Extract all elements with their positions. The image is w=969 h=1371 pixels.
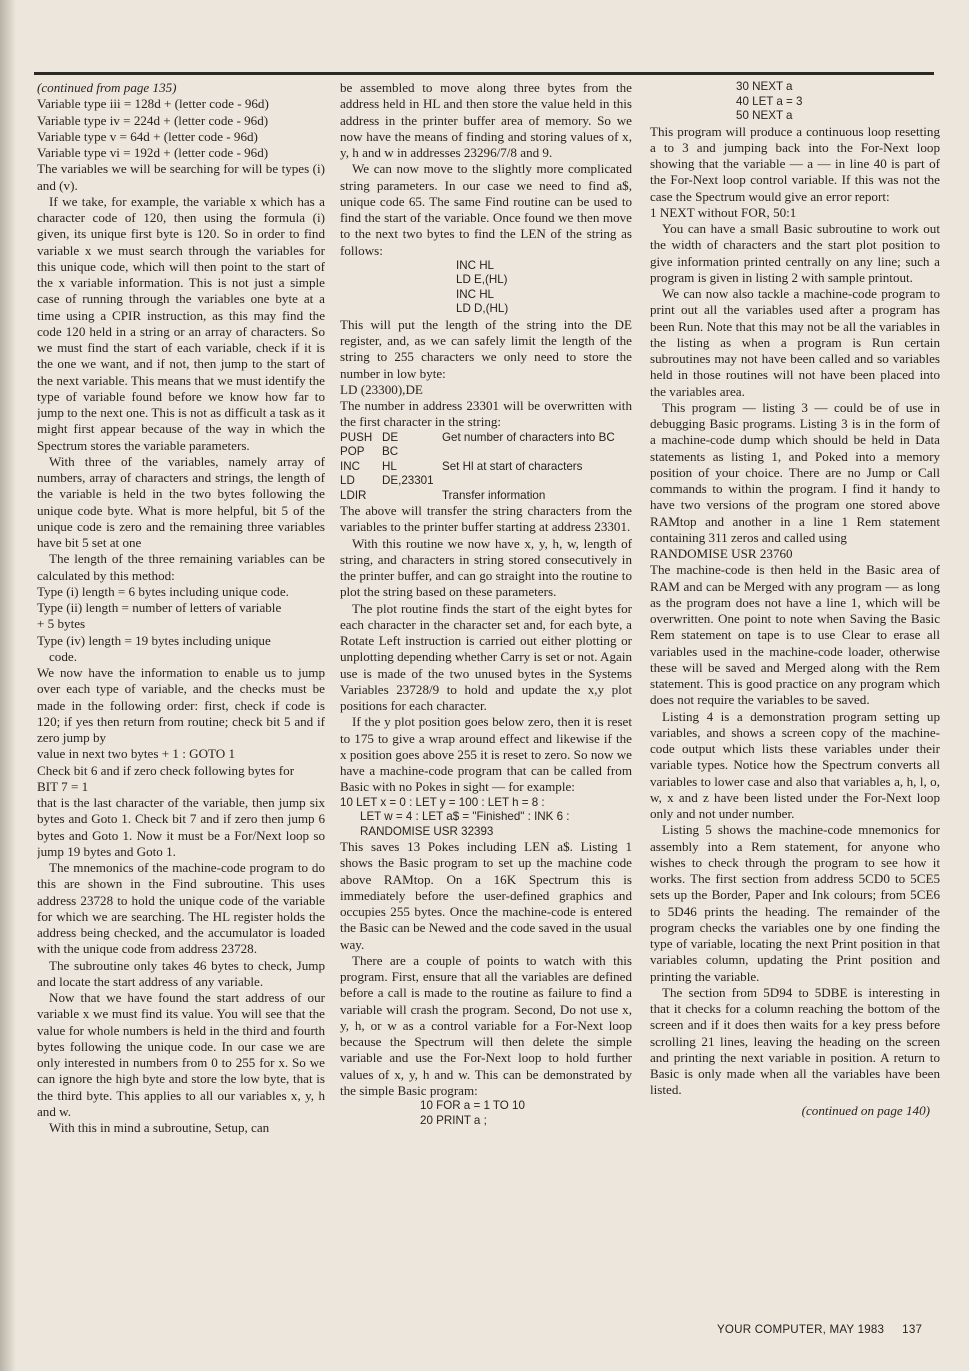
basic-line: 30 NEXT a: [736, 80, 793, 93]
bit7-line: BIT 7 = 1: [37, 778, 89, 794]
code-line: INC HL: [456, 258, 495, 272]
basic-line: LET w = 4 : LET a$ = "Finished" : INK 6 :: [360, 810, 570, 823]
paragraph: The variables we will be searching for will be types (i) and (v).: [37, 161, 325, 193]
basic-program: [340, 1099, 632, 1128]
asm-arg: DE: [382, 430, 399, 444]
paragraph: You can have a small Basic subroutine to work out the width of characters and the start plot position to give information printed centrally on any line; such a program is given in listing 2 with sample printout.: [650, 221, 940, 285]
basic-line: 40 LET a = 3: [736, 94, 803, 108]
type-formula-iii: Variable type iii = 128d + (letter code - 96d): [37, 96, 269, 112]
column-3: [650, 80, 940, 1119]
column-2: [340, 80, 632, 1128]
paragraph: This will put the length of the string into the DE register, and, as we can safely limit the length of the string to 255 characters we only need to store the number in low byte:: [340, 316, 632, 381]
asm-row: [340, 460, 632, 475]
paragraph: The machine-code is then held in the Basic area of RAM and can be Merged with any program — as long as the program does not have a line 1, which will be overwritten. One point to note when Saving the Basic Rem statement on tape is to use Clear to erase all variables used in the machine-code loader, otherwise these will be saved and Merged along with the Rem statement. This is good practice on any program which does not require the variables to be saved.: [650, 562, 940, 708]
type-formula-vi: Variable type vi = 192d + (letter code - 96d): [37, 145, 269, 160]
paragraph: If the y plot position goes below zero, then it is reset to 175 to give a wrap around effect and likewise if the x position goes above 255 it is reset to zero. So now we have a machine-code program that can be called from Basic with no Pokes in sight — for example:: [340, 714, 632, 795]
paragraph: With this in mind a subroutine, Setup, can: [49, 1120, 270, 1135]
paragraph: The number in address 23301 will be overwritten with the first character in the string:: [340, 398, 632, 430]
paragraph: This program — listing 3 — could be of use in debugging Basic programs. Listing 3 is in the form of a machine-code dump which should be held in Data statements as listing 1, and Poked into a memory position of your choice. There are no Jump or Call commands to within the program. I find it handy to have two versions of the program one stored above RAMtop and another in a line 1 Rem statement containing 311 zeros and called using: [650, 399, 940, 545]
asm-comment: [442, 474, 632, 489]
paragraph: If we take, for example, the variable x which has a character code of 120, then using the formula (i) given, its unique first byte is 120. So in order to find variable x we must search through the variables for this unique code, which will then point to the start of the x variable information. This is not just a simple case of running through the variables one byte at a time using a CPIR instruction, as this may find the code 120 held in a string or an array of characters. So we must find the start of each variable, check if it is the one we want, and if not, then jump to the start of the next variable. This means that we must identify the type of variable found before we know how far to jump to the next one. This is not as difficult a task as it might first appear because of the way in which the Spectrum stores the variable parameters.: [37, 193, 325, 453]
error-report: 1 NEXT without FOR, 50:1: [650, 204, 797, 220]
paragraph: We can now also tackle a machine-code program to print out all the variables used after a program has been Run. Note that this may not be all the variables in the listing as when a program is Run certain subroutines may not have been called and so variables held in those routines will not have been placed into the variables area.: [650, 286, 940, 399]
basic-example: [340, 796, 632, 840]
asm-op: LD: [340, 474, 355, 487]
basic-line: 20 PRINT a ;: [420, 1113, 487, 1127]
paragraph: This saves 13 Pokes including LEN a$. Listing 1 shows the Basic program to set up the machine code above RAMtop. On a 16K Spectrum this is immediately before the user-defined graphics and occupies 255 bytes. Once the machine-code is entered the Basic can be Newed and the code saved in the usual way.: [340, 839, 632, 952]
asm-arg: DE,23301: [382, 474, 434, 487]
asm-op: LDIR: [340, 488, 367, 502]
asm-arg: HL: [382, 459, 397, 473]
paragraph: With three of the variables, namely array of numbers, array of characters and strings, the length of the variable is held in the two bytes following the unique code byte. What is more helpful, bit 5 of the unique code is zero and the remaining three variables have bit 5 set at one: [37, 453, 325, 550]
page-footer: [717, 1323, 922, 1336]
asm-row: [340, 431, 632, 446]
paragraph: We can now move to the slightly more complicated string parameters. In our case we need to find a$, unique code 65. The same Find routine can be used to find the start of the variable. Once found we then move to the next two bytes to find the LEN of the string as follows:: [340, 161, 632, 258]
basic-line: 10 LET x = 0 : LET y = 100 : LET h = 8 :: [340, 795, 545, 809]
asm-row: [340, 445, 632, 460]
paragraph: Check bit 6 and if zero check following bytes for: [37, 762, 295, 778]
randomise-line: RANDOMISE USR 23760: [650, 546, 793, 561]
paragraph: There are a couple of points to watch with this program. First, ensure that all the variables are defined before a call is made to the routine as failure to find a variable will crash the program. Second, Do not use x, y, h, or w as a control variable for a For-Next loop because the Spectrum will then delete the simple variable and use the For-Next loop to hold further values of x, y, h and w. This can be demonstrated by the simple Basic program:: [340, 952, 632, 1098]
code-line: LD (23300),DE: [340, 381, 423, 397]
paragraph: be assembled to move along three bytes from the address held in HL and then store the value held in this address in the printer buffer area of memory. So we now have the means of finding and storing values of x, y, h and w in addresses 23296/7/8 and 9.: [340, 80, 632, 160]
basic-program-cont: [650, 80, 940, 124]
asm-comment: Set Hl at start of characters: [442, 459, 583, 473]
code-line: INC HL: [456, 287, 495, 301]
length-type-ii: Type (ii) length = number of letters of variable: [37, 600, 282, 615]
paragraph: The above will transfer the string characters from the variables to the printer buffer starting at address 23301.: [340, 503, 632, 535]
asm-op: POP: [340, 445, 365, 458]
asm-op: PUSH: [340, 430, 373, 444]
page-spine-shadow: [0, 0, 16, 1371]
length-type-iv: Type (iv) length = 19 bytes including unique: [37, 632, 271, 648]
paragraph: The plot routine finds the start of the eight bytes for each character in the character set and, for each byte, a Rotate Left instruction is carried out either plotting or unplotting depending whether Carry is set or not. Again use is made of the two unused bytes in the Systems Variables 23728/9 to hold and update the x,y plot positions for each character.: [340, 600, 632, 713]
asm-row: [340, 474, 632, 489]
asm-comment: [442, 445, 632, 460]
assembly-listing: [340, 431, 632, 504]
asm-row: [340, 489, 632, 504]
code-line: LD D,(HL): [456, 302, 509, 316]
continued-from-note: (continued from page 135): [37, 80, 177, 95]
paragraph: This program will produce a continuous loop resetting a to 3 and jumping back into the For-Next loop showing that the variable — a — in line 40 is part of the For-Next loop control variable. If this was not the case the Spectrum would give an error report:: [650, 123, 940, 204]
basic-line: 10 FOR a = 1 TO 10: [420, 1099, 525, 1112]
paragraph: The length of the three remaining variables can be calculated by this method:: [37, 551, 325, 583]
page-number: 137: [902, 1323, 923, 1336]
basic-line: 50 NEXT a: [736, 109, 793, 122]
asm-arg: BC: [382, 445, 399, 458]
paragraph: With this routine we now have x, y, h, w, length of string, and characters in string stored consecutively in the printer buffer, and can go straight into the routine to plot the string based on these parameters.: [340, 535, 632, 600]
code-block: [340, 259, 632, 317]
asm-comment: Transfer information: [442, 488, 546, 502]
type-formula-iv: Variable type iv = 224d + (letter code - 96d): [37, 112, 269, 128]
basic-line: RANDOMISE USR 32393: [360, 824, 494, 838]
paragraph: Listing 5 shows the machine-code mnemonics for assembly into a Rem statement, for anyone who wishes to check through the program to see how it works. The first section from address 5CD0 to 5CE5 sets up the Border, Paper and Ink colours; from 5CE6 to 5D46 prints the heading. The remainder of the program checks the variables one by one finding the type of variable, locating the next Print position in that variables column, updating the Print position and printing the variable.: [650, 822, 940, 984]
paragraph: Listing 4 is a demonstration program setting up variables, and shows a screen copy of the machine-code output which lists these variables under their variable types. Notice how the Spectrum converts all variables to lower case and also that variables a, h, l, o, w, x and z have been listed under the For-Next loop only and not under number.: [650, 708, 940, 821]
length-type-ii-cont: + 5 bytes: [37, 616, 86, 632]
paragraph: We now have the information to enable us to jump over each type of variable, and the checks must be made in the following order: first, check if code is 120; if yes then return from routine; check bit 5 and if zero jump by: [37, 665, 325, 745]
asm-comment: Get number of characters into BC: [442, 430, 615, 444]
code-line: LD E,(HL): [456, 273, 508, 287]
goto-line: value in next two bytes + 1 : GOTO 1: [37, 746, 236, 762]
paragraph: that is the last character of the variable, then jump six bytes and Goto 1. Check bit 7 and if zero then jump 6 bytes and Goto 1. Now it must be a For/Next loop so jump 19 bytes and Goto 1.: [37, 795, 325, 859]
length-type-i: Type (i) length = 6 bytes including unique code.: [37, 583, 289, 599]
length-type-iv-cont: code.: [49, 648, 77, 664]
magazine-issue: YOUR COMPUTER, MAY 1983: [717, 1323, 885, 1336]
column-1: [37, 80, 325, 1136]
paragraph: The subroutine only takes 46 bytes to check, Jump and locate the start address of any variable.: [37, 957, 325, 989]
paragraph: The section from 5D94 to 5DBE is interesting in that it checks for a column reaching the bottom of the screen and if it does then waits for a key press before scrolling 21 lines, leaving the heading on the screen and printing the next variable in position. A return to Basic is only made when all the variables have been listed.: [650, 984, 940, 1098]
paragraph: Now that we have found the start address of our variable x we must find its value. You will see that the value for whole numbers is held in the third and fourth bytes following the unique code. In our case we are only interested in numbers from 0 to 255 for x. So we can ignore the high byte and store the low byte, that is the third byte. This applies to all our variables x, y, h and w.: [37, 990, 325, 1119]
asm-arg: [382, 489, 442, 504]
asm-op: INC: [340, 459, 360, 473]
paragraph: The mnemonics of the machine-code program to do this are shown in the Find subroutine. This uses address 23728 to hold the unique code of the variable for which we are searching. The HL register holds the address being checked, and the accumulator is loaded with the unique code from address 23728.: [37, 860, 325, 957]
top-rule: [34, 72, 934, 75]
continued-on-note: (continued on page 140): [801, 1102, 930, 1118]
type-formula-v: Variable type v = 64d + (letter code - 96d): [37, 128, 258, 144]
